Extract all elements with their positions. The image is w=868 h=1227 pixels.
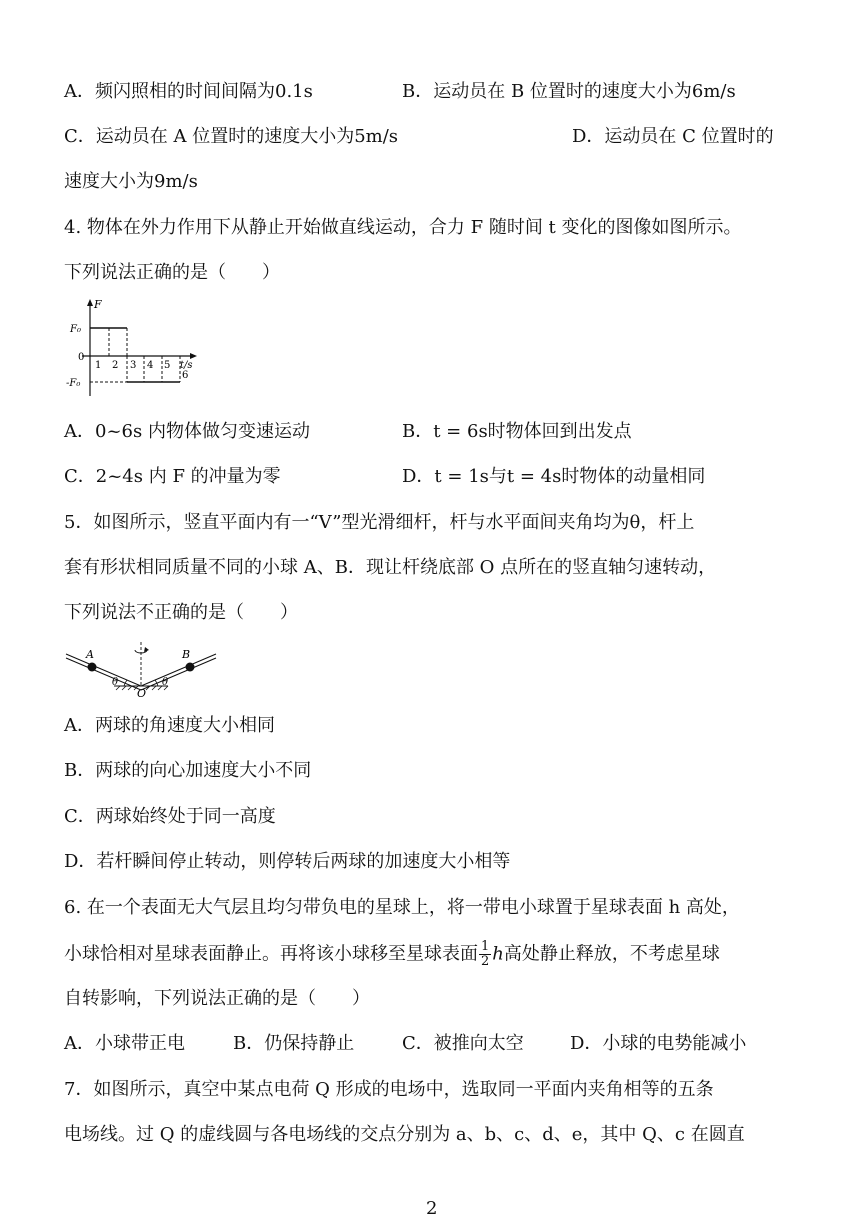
q5-theta-right-label: θ [162,677,169,688]
q5-option-b: B．两球的向心加速度大小不同 [64,760,312,781]
q6-option-b: B．仍保持静止 [233,1033,355,1054]
q4-graph-y-label: F [94,298,102,311]
q6-fraction [479,940,491,969]
q5-option-a: A．两球的角速度大小相同 [64,715,275,736]
q4-graph-tick-3: 3 [130,360,137,371]
q4-force-time-graph [64,296,204,404]
q4-option-c: C．2~4s 内 F 的冲量为零 [64,466,281,487]
q3-option-b: B．运动员在 B 位置时的速度大小为6m/s [402,81,736,102]
q5-option-c: C．两球始终处于同一高度 [64,806,276,827]
q5-ball-a-label: A [86,648,94,661]
q6-stem-line-2-start: 小球恰相对星球表面静止。再将该小球移至星球表面 [64,943,478,965]
q4-graph-tick-4: 4 [147,360,154,371]
q5-theta-left-label: θ [112,677,119,688]
q5-stem-line-2: 套有形状相同质量不同的小球 A、B．现让杆绕底部 O 点所在的竖直轴匀速转动， [64,557,717,578]
q7-stem-line-2: 电场线。过 Q 的虚线圆与各电场线的交点分别为 a、b、c、d、e，其中 Q、c 在圆直 [64,1124,745,1145]
q3-option-d-continued: 速度大小为9m/s [64,171,198,192]
q4-stem-line-2: 下列说法正确的是（ ） [64,262,280,283]
q6-option-d: D．小球的电势能减小 [570,1033,747,1054]
q4-stem-line-1: 4. 物体在外力作用下从静止开始做直线运动，合力 F 随时间 t 变化的图像如图所示。 [64,217,742,238]
q6-stem-line-3: 自转影响，下列说法正确的是（ ） [64,988,370,1009]
q4-graph-tick-5: 5 [164,360,171,371]
q4-graph-neg-f0-label: -F₀ [66,378,81,389]
q4-graph-tick-6: 6 [182,370,189,381]
q5-stem-line-3: 下列说法不正确的是（ ） [64,602,298,623]
q4-option-a: A．0~6s 内物体做匀变速运动 [64,421,310,442]
q5-point-o-label: O [137,687,147,698]
q6-fraction-variable: h [492,943,504,965]
q6-stem-line-2-end: 高处静止释放，不考虑星球 [503,943,720,965]
q4-option-b: B．t = 6s时物体回到出发点 [402,421,632,442]
q4-graph-tick-2: 2 [112,360,119,371]
q5-stem-line-1: 5．如图所示，竖直平面内有一“V”型光滑细杆，杆与水平面间夹角均为θ，杆上 [64,512,695,533]
q6-stem-line-1: 6. 在一个表面无大气层且均匀带负电的星球上，将一带电小球置于星球表面 h 高处， [64,897,740,918]
q5-ball-b-label: B [182,648,191,661]
q5-option-d: D．若杆瞬间停止转动，则停转后两球的加速度大小相等 [64,851,511,872]
q6-option-a: A．小球带正电 [64,1033,185,1054]
q6-fraction-denominator: 2 [481,954,490,969]
q4-graph-origin-label: 0 [78,352,85,363]
q3-option-d: D．运动员在 C 位置时的 [572,126,774,147]
q6-stem-line-2 [64,940,720,969]
q6-option-c: C．被推向太空 [402,1033,524,1054]
q4-option-d: D．t = 1s与t = 4s时物体的动量相同 [402,466,706,487]
q3-option-a: A．频闪照相的时间间隔为0.1s [64,81,313,102]
q5-v-rod-figure [64,640,220,698]
page-number: 2 [426,1198,438,1219]
q6-fraction-numerator: 1 [481,939,490,954]
q4-graph-x-label: t/s [180,360,193,371]
q4-graph-tick-1: 1 [95,360,102,371]
q4-graph-f0-label: F₀ [70,324,81,335]
q3-option-c: C．运动员在 A 位置时的速度大小为5m/s [64,126,399,147]
q7-stem-line-1: 7．如图所示，真空中某点电荷 Q 形成的电场中，选取同一平面内夹角相等的五条 [64,1079,714,1100]
